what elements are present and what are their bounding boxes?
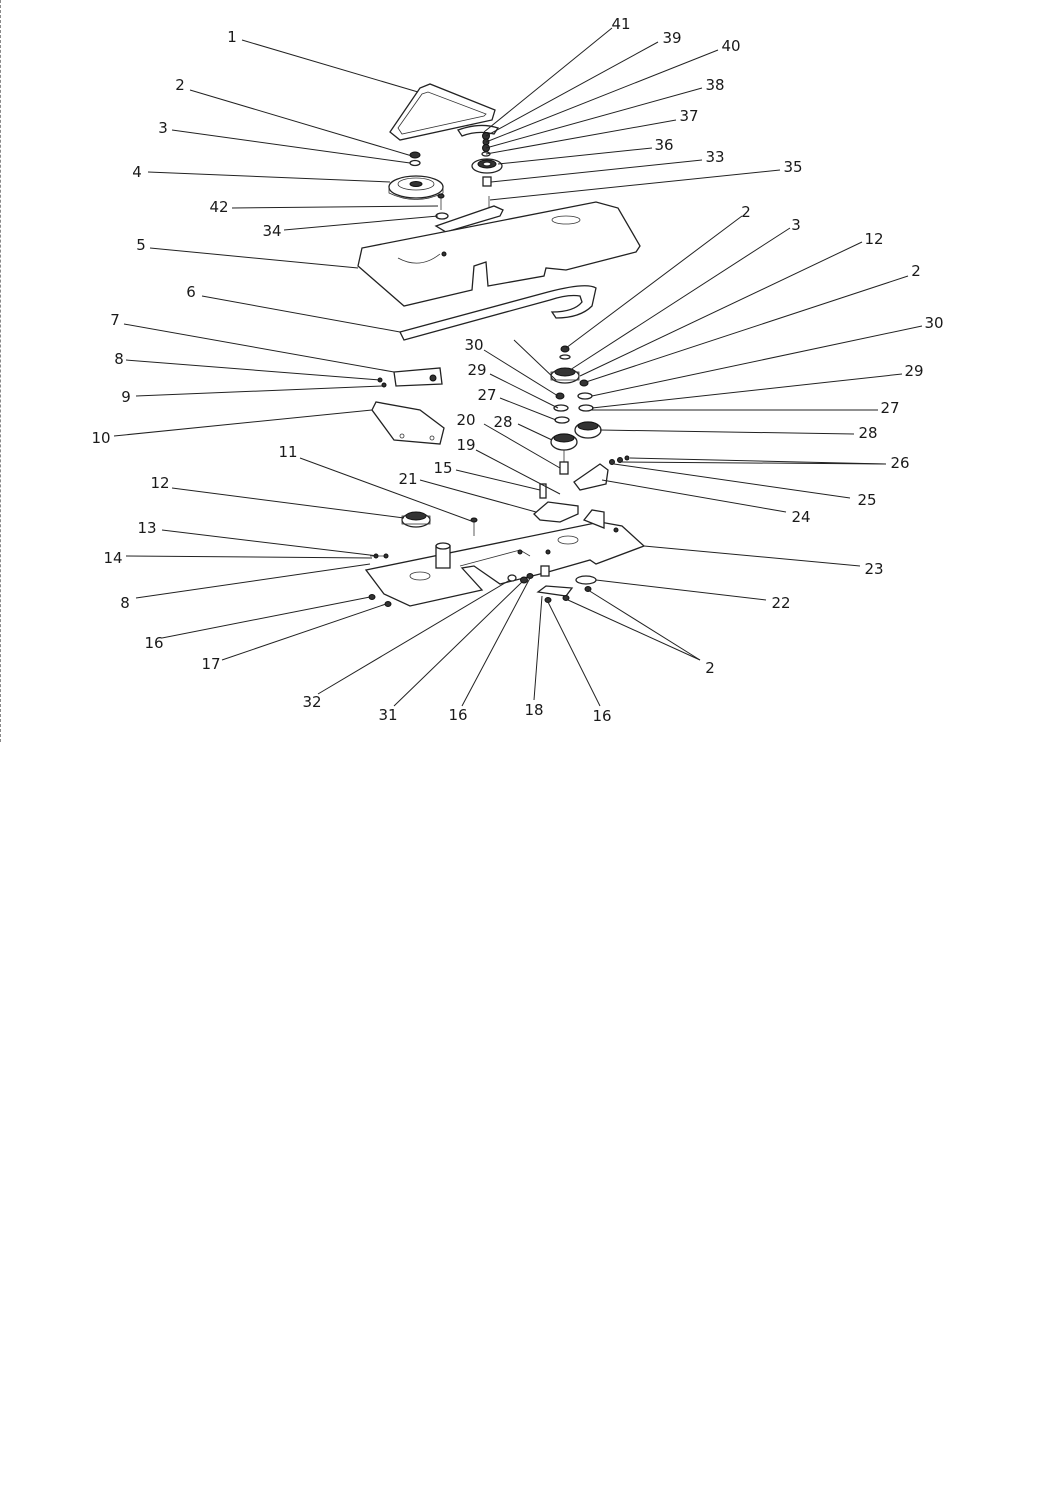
callout-label: 2 — [705, 659, 715, 677]
callout-label: 41 — [611, 15, 631, 33]
callout-label: 39 — [662, 29, 682, 47]
callout-label: 16 — [592, 707, 612, 725]
mounting-plate-part — [534, 502, 578, 522]
callout-label: 29 — [467, 361, 487, 379]
callout-label: 3 — [791, 216, 801, 234]
callout-labels — [91, 15, 943, 725]
callout-label: 28 — [858, 424, 878, 442]
engine-pulley-part — [389, 176, 443, 200]
callout-label: 15 — [433, 459, 453, 477]
callout-label: 35 — [783, 158, 803, 176]
callout-label: 2 — [911, 262, 921, 280]
tension-bracket-part — [574, 456, 629, 490]
callout-label: 19 — [456, 436, 476, 454]
callout-label: 4 — [132, 163, 142, 181]
callout-label: 3 — [158, 119, 168, 137]
callout-label: 8 — [120, 594, 130, 612]
parts-drawing — [358, 84, 644, 607]
callout-label: 2 — [741, 203, 751, 221]
guard-plate-part — [372, 402, 444, 444]
callout-label: 30 — [924, 314, 944, 332]
callout-label: 42 — [209, 198, 229, 216]
left-pulley-part — [402, 512, 430, 527]
callout-label: 23 — [864, 560, 884, 578]
callout-label: 20 — [456, 411, 476, 429]
tension-arm-part — [458, 125, 498, 136]
callout-label: 26 — [890, 454, 910, 472]
callout-label: 2 — [175, 76, 185, 94]
callout-label: 14 — [103, 549, 123, 567]
callout-label: 34 — [262, 222, 282, 240]
callout-label: 16 — [144, 634, 164, 652]
callout-label: 12 — [864, 230, 884, 248]
callout-label: 6 — [186, 283, 196, 301]
washer-part — [410, 161, 420, 166]
callout-label: 17 — [201, 655, 221, 673]
callout-label: 5 — [136, 236, 146, 254]
callout-label: 16 — [448, 706, 468, 724]
callout-label: 7 — [110, 311, 120, 329]
callout-label: 25 — [857, 491, 877, 509]
callout-label: 31 — [378, 706, 398, 724]
callout-label: 1 — [227, 28, 237, 46]
callout-label: 9 — [121, 388, 131, 406]
callout-label: 33 — [705, 148, 725, 166]
callout-label: 13 — [137, 519, 157, 537]
callout-label: 32 — [302, 693, 322, 711]
callout-label: 38 — [705, 76, 725, 94]
callout-label: 10 — [91, 429, 111, 447]
callout-label: 12 — [150, 474, 170, 492]
leader-lines — [114, 28, 922, 706]
callout-label: 11 — [278, 443, 298, 461]
spacer-part — [483, 177, 491, 186]
callout-label: 36 — [654, 136, 674, 154]
nut-part — [410, 152, 420, 158]
top-cover-part — [358, 202, 640, 306]
callout-label: 27 — [880, 399, 900, 417]
idler-pulley-part — [472, 159, 502, 173]
callout-label: 18 — [524, 701, 544, 719]
callout-label: 21 — [398, 470, 418, 488]
callout-label: 37 — [679, 107, 699, 125]
callout-label: 22 — [771, 594, 791, 612]
small-plate-part — [538, 586, 572, 596]
exploded-parts-diagram — [0, 0, 1050, 742]
callout-label: 24 — [791, 508, 811, 526]
callout-label: 8 — [114, 350, 124, 368]
callout-label: 40 — [721, 37, 741, 55]
callout-label: 30 — [464, 336, 484, 354]
callout-label: 28 — [493, 413, 513, 431]
callout-label: 29 — [904, 362, 924, 380]
callout-label: 27 — [477, 386, 497, 404]
hardware-stack-top — [482, 133, 490, 157]
